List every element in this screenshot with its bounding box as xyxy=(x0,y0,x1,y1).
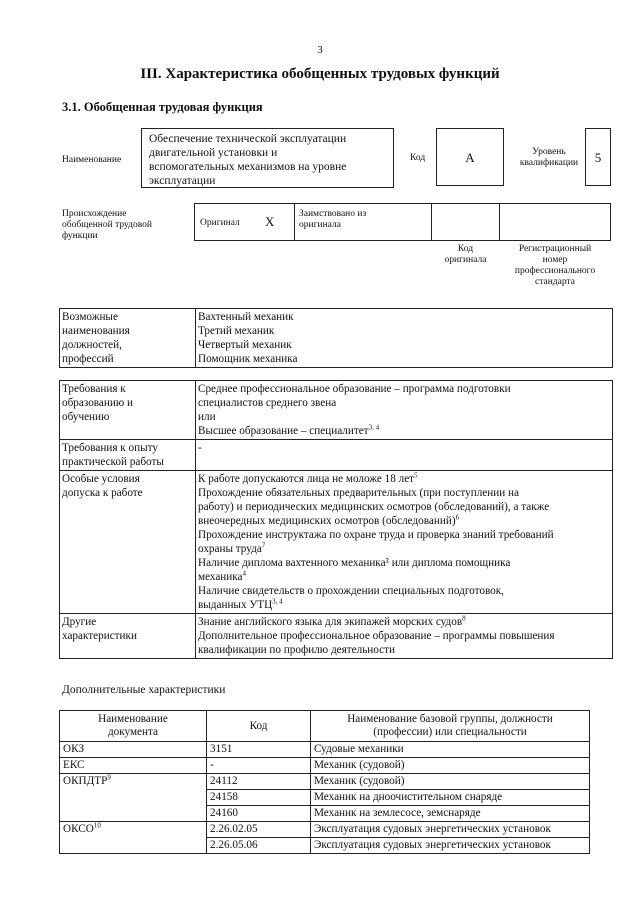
table-row xyxy=(60,758,590,774)
requirement-value xyxy=(196,381,613,440)
function-name-box xyxy=(141,128,394,188)
requirement-line: Высшее образование – специалитет$^{3, 4}$ xyxy=(198,423,380,437)
code-cell: 3151 xyxy=(207,742,311,758)
positions-label: Возможные наименования должностей, профессий xyxy=(60,309,196,368)
positions-table xyxy=(59,308,613,368)
position-item: Помощник механика xyxy=(198,353,298,365)
requirement-label: Требования к опыту практической работы xyxy=(60,440,196,471)
document-name: ЕКС xyxy=(60,758,207,774)
column-header: Код xyxy=(207,711,311,742)
name-cell: Механик (судовой) xyxy=(311,774,590,790)
requirement-row xyxy=(60,440,613,471)
table-row xyxy=(60,742,590,758)
additional-heading: Дополнительные характеристики xyxy=(62,684,226,696)
requirement-line: Дополнительное профессиональное образование – программы повышения xyxy=(198,630,555,642)
name-cell: Эксплуатация судовых энергетических установок xyxy=(311,838,590,854)
requirement-label: Требования к образованию и обучению xyxy=(60,381,196,440)
footnote-mark: 4 xyxy=(242,569,247,578)
additional-header-row xyxy=(60,711,590,742)
section-title: III. Характеристика обобщенных трудовых функций xyxy=(140,66,500,82)
requirement-line: квалификации по профилю деятельности xyxy=(198,644,395,656)
code-cell: - xyxy=(207,758,311,774)
requirement-line: механика$^4$ xyxy=(198,569,247,583)
column-header: Наименование базовой группы, должности (профессии) или специальности xyxy=(311,711,590,742)
subsection-title: 3.1. Обобщенная трудовая функция xyxy=(62,100,263,114)
requirement-line: Наличие диплома вахтенного механика³ или диплома помощника xyxy=(198,557,511,569)
footnote-mark: 6 xyxy=(455,513,460,522)
code-original-label: Код оригинала xyxy=(444,244,487,265)
requirement-line: Среднее профессиональное образование – программа подготовки xyxy=(198,383,511,395)
document-name: ОКЗ xyxy=(60,742,207,758)
name-cell: Механик на землесосе, земснаряде xyxy=(311,806,590,822)
name-label: Наименование xyxy=(62,155,122,165)
code-label: Код xyxy=(410,153,426,163)
borrowed-cell xyxy=(294,203,432,241)
requirement-row xyxy=(60,471,613,614)
page-number: 3 xyxy=(317,44,323,56)
name-cell: Механик на дноочистительном снаряде xyxy=(311,790,590,806)
footnote-mark: 3, 4 xyxy=(368,423,380,432)
level-value: 5 xyxy=(585,128,611,186)
code-original-cell xyxy=(431,203,500,241)
function-name-line: вспомогательных механизмов на уровне xyxy=(149,161,347,173)
requirement-value xyxy=(196,471,613,614)
reg-number-cell xyxy=(499,203,611,241)
requirement-label: Другие характеристики xyxy=(60,614,196,659)
requirement-line: специалистов среднего звена xyxy=(198,397,337,409)
document-name: ОКПДТР$^9$ xyxy=(60,774,207,822)
origin-label: Происхождение обобщенной трудовой функции xyxy=(62,209,152,241)
footnote-mark: 10 xyxy=(93,821,101,830)
function-name-line: эксплуатации xyxy=(149,175,216,187)
requirement-line: Знание английского языка для экипажей морских судов$^8$ xyxy=(198,614,466,628)
function-name-line: Обеспечение технической эксплуатации xyxy=(149,133,347,145)
original-cell xyxy=(194,203,295,241)
code-cell: 24158 xyxy=(207,790,311,806)
footnote-mark: 7 xyxy=(261,541,266,550)
requirement-line: внеочередных медицинских осмотров (обследований)$^6$ xyxy=(198,513,460,527)
requirement-line: выданных УТЦ$^{3, 4}$ xyxy=(198,597,283,611)
requirement-line: работу) и периодических медицинских осмотров (обследований), а также xyxy=(198,501,550,513)
footnote-mark: 5 xyxy=(414,471,418,480)
position-item: Третий механик xyxy=(198,325,275,337)
requirement-line: Прохождение инструктажа по охране труда и проверка знаний требований xyxy=(198,529,554,541)
requirement-line: Прохождение обязательных предварительных (при поступлении на xyxy=(198,487,519,499)
footnote-mark: 8 xyxy=(462,614,466,623)
name-cell: Судовые механики xyxy=(311,742,590,758)
code-cell: 24112 xyxy=(207,774,311,790)
requirement-row xyxy=(60,614,613,659)
code-cell: 24160 xyxy=(207,806,311,822)
requirement-row xyxy=(60,381,613,440)
reg-number-label: Регистрационный номер профессионального стандарта xyxy=(514,244,596,287)
position-item: Четвертый механик xyxy=(198,339,292,351)
code-cell: 2.26.05.06 xyxy=(207,838,311,854)
additional-table xyxy=(59,710,590,854)
document-name: ОКСО$^{10}$ xyxy=(60,822,207,854)
requirement-line: - xyxy=(198,442,202,454)
footnote-mark: 3, 4 xyxy=(272,597,283,606)
footnote-mark: 9 xyxy=(107,773,111,782)
code-value: А xyxy=(436,128,504,186)
table-row xyxy=(60,822,590,838)
position-item: Вахтенный механик xyxy=(198,311,294,323)
requirement-value xyxy=(196,614,613,659)
name-cell: Эксплуатация судовых энергетических установок xyxy=(311,822,590,838)
requirement-line: охраны труда$^7$ xyxy=(198,541,266,555)
original-mark: X xyxy=(265,214,275,229)
requirement-line: или xyxy=(198,411,216,423)
name-cell: Механик (судовой) xyxy=(311,758,590,774)
requirement-label: Особые условия допуска к работе xyxy=(60,471,196,614)
function-name-line: двигательной установки и xyxy=(149,147,278,159)
positions-list xyxy=(196,309,613,368)
requirements-table xyxy=(59,380,613,659)
table-row xyxy=(60,774,590,790)
code-cell: 2.26.02.05 xyxy=(207,822,311,838)
borrowed-label: Заимствовано из оригинала xyxy=(299,209,367,230)
requirement-line: Наличие свидетельств о прохождении специальных подготовок, xyxy=(198,585,504,597)
requirement-value xyxy=(196,440,613,471)
original-label: Оригинал xyxy=(200,218,240,228)
level-label: Уровень квалификации xyxy=(519,147,579,168)
requirement-line: К работе допускаются лица не моложе 18 лет$^5$ xyxy=(198,471,418,485)
column-header: Наименование документа xyxy=(60,711,207,742)
